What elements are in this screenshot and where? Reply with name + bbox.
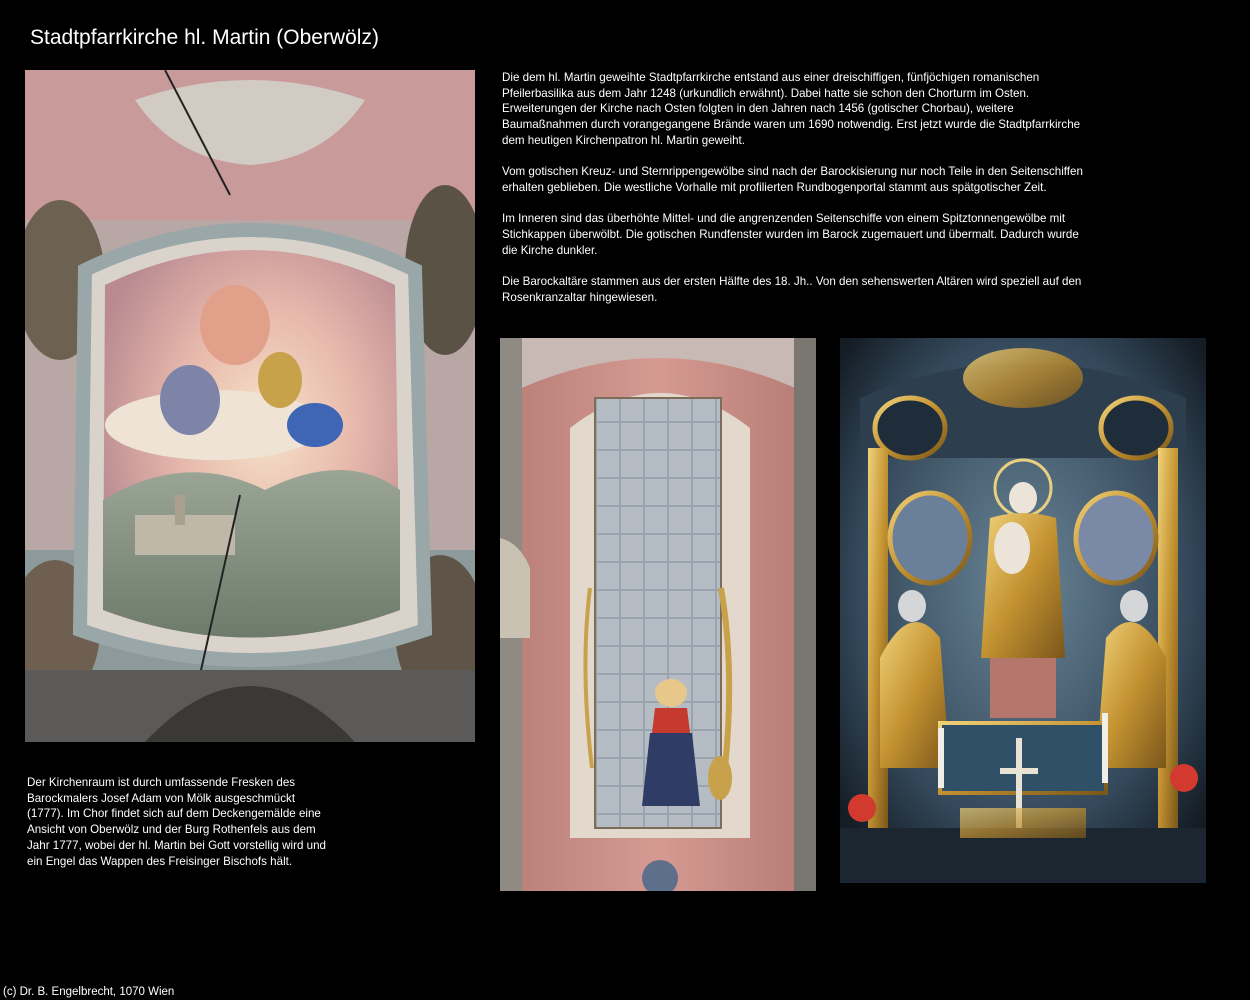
description-paragraph: Im Inneren sind das überhöhte Mittel- und die angrenzenden Seitenschiffe von einem Spitztonnengewölbe mit Stichkappen überwölbt. Die gotischen Rundfenster wurden im Barock zugemauert und übermalt. Dadurch wurde die Kirche dunkler. xyxy=(502,212,1079,257)
ceiling-fresco-photo xyxy=(25,70,475,742)
description-paragraph: Vom gotischen Kreuz- und Sternrippengewölbe sind nach der Barockisierung nur noch Teile in den Seitenschiffen erhalten geblieben. Die westliche Vorhalle mit profilierten Rundbogenportal stammt aus spätgotischer Zeit. xyxy=(502,165,1083,194)
description-paragraph: Die Barockaltäre stammen aus der ersten Hälfte des 18. Jh.. Von den sehenswerten Altären wird speziell auf den Rosenkranzaltar hingewiesen. xyxy=(502,275,1082,304)
page-title: Stadtpfarrkirche hl. Martin (Oberwölz) xyxy=(30,26,379,49)
copyright-notice: (c) Dr. B. Engelbrecht, 1070 Wien xyxy=(3,986,175,998)
description-text xyxy=(502,70,1087,321)
ceiling-fresco-image xyxy=(25,70,475,742)
painted-window-image xyxy=(500,338,816,891)
fresco-caption: Der Kirchenraum ist durch umfassende Fresken des Barockmalers Josef Adam von Mölk ausgeschmückt (1777). Im Chor findet sich auf dem Deckengemälde eine Ansicht von Oberwölz und der Burg Rothenfels aus dem Jahr 1777, wobei der hl. Martin bei Gott vorstellig wird und ein Engel das Wappen des Freisinger Bischofs hält. xyxy=(27,776,327,868)
painted-window-photo xyxy=(500,338,816,891)
baroque-altar-image xyxy=(840,338,1206,883)
baroque-altar-photo xyxy=(840,338,1206,883)
description-paragraph: Die dem hl. Martin geweihte Stadtpfarrkirche entstand aus einer dreischiffigen, fünfjöchigen romanischen Pfeilerbasilika aus dem Jahr 1248 (urkundlich erwähnt). Dabei hatte sie schon den Chorturm im Osten. Erweiterungen der Kirche nach Osten folgten in den Jahren nach 1456 (gotischer Chorbau), weitere Baumaßnahmen durch vorangegangene Brände waren um 1690 notwendig. Erst jetzt wurde die Stadtpfarrkirche dem heutigen Kirchenpatron hl. Martin geweiht. xyxy=(502,71,1081,147)
